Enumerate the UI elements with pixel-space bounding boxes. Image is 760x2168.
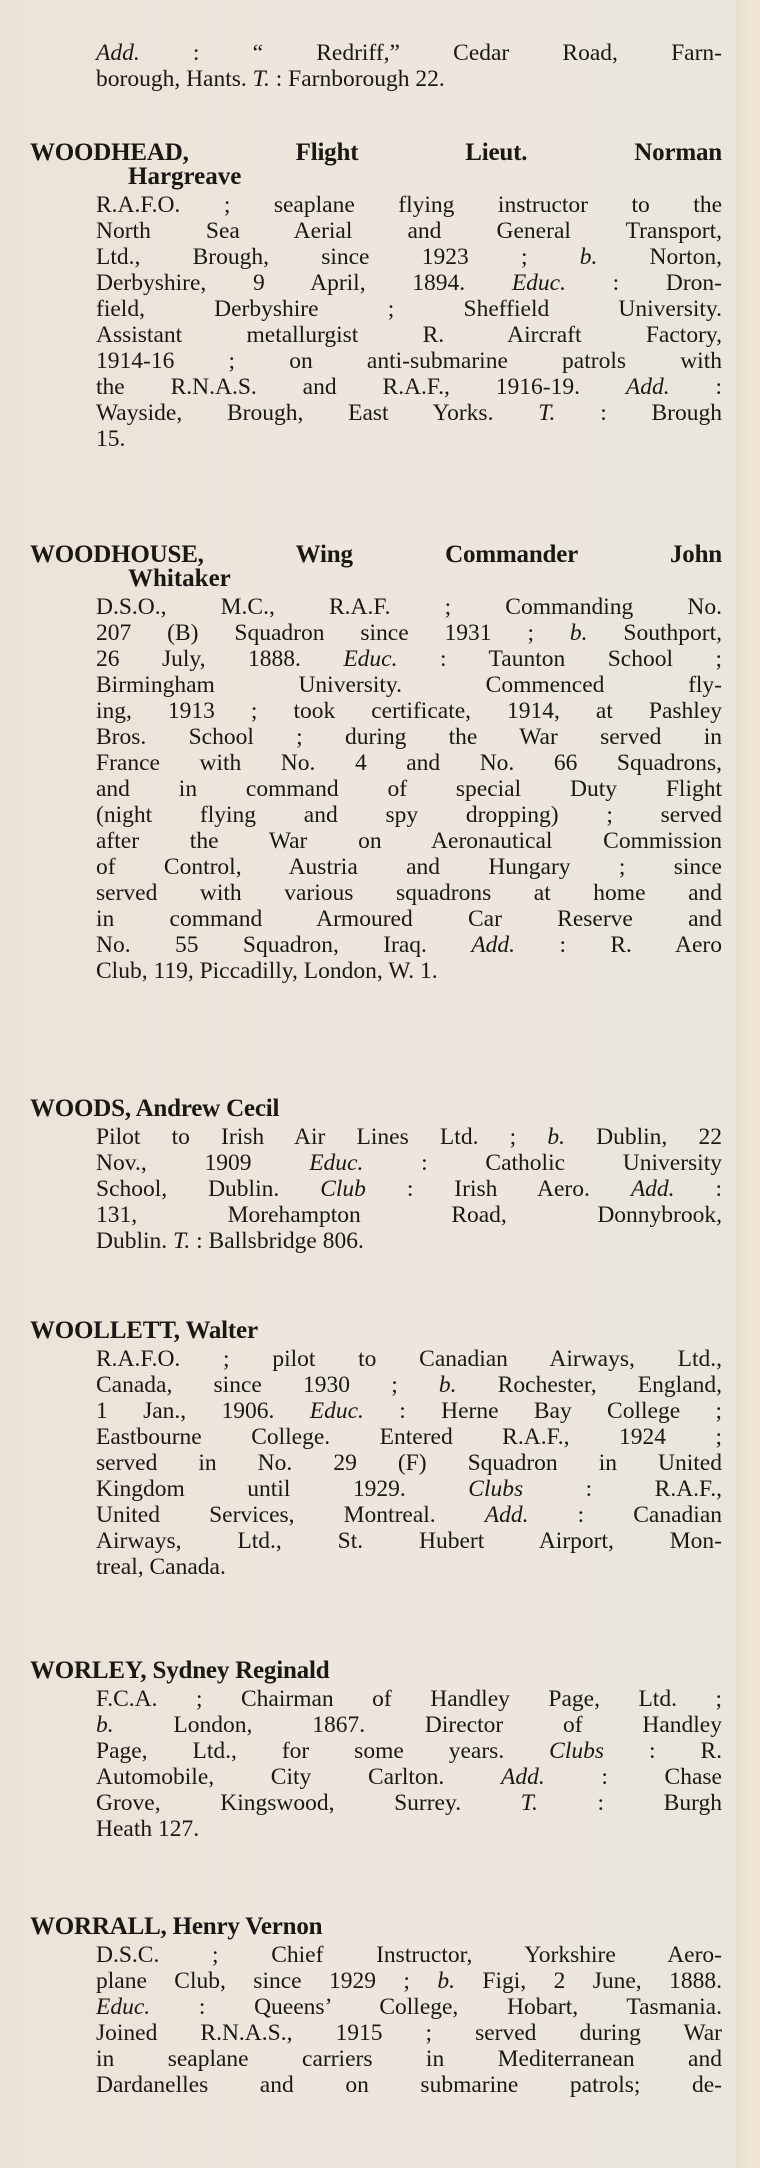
text-run: in command Armoured Car Reserve and [96, 906, 722, 932]
italic-label: Club [320, 1176, 366, 1202]
text-run: : Irish Aero. [365, 1176, 631, 1202]
text-run: France with No. 4 and No. 66 Squadrons, [96, 750, 722, 776]
entry-line [96, 2046, 722, 2072]
text-run: D.S.O., M.C., R.A.F. ; Commanding No. [96, 594, 722, 620]
text-run: : R.A.F., [523, 1476, 722, 1502]
italic-label: T. [520, 1790, 538, 1816]
text-run: Bros. School ; during the War served in [96, 724, 722, 750]
text-run: : Catholic University [363, 1150, 722, 1176]
italic-label: b. [579, 244, 598, 270]
text-run: School, Dublin. [96, 1176, 321, 1202]
entry-line [96, 1502, 722, 1528]
text-run: 1914-16 ; on anti-submarine patrols with [96, 348, 722, 374]
text-run: Club, 119, Piccadilly, London, W. 1. [96, 958, 438, 984]
entry-heading: WOODHOUSE, Wing Commander John [30, 541, 722, 568]
entry-line [96, 2020, 722, 2046]
italic-label: b. [569, 620, 588, 646]
entry-line [96, 1790, 722, 1816]
entry-line [96, 776, 722, 802]
text-run: Norton, [597, 244, 723, 270]
text-run: in seaplane carriers in Mediterranean and [96, 2046, 722, 2072]
text-run: D.S.C. ; Chief Instructor, Yorkshire Aero- [96, 1942, 722, 1968]
entry-heading: WOOLLETT, Walter [30, 1317, 258, 1344]
text-run: borough, Hants. [96, 66, 253, 92]
entry-line [96, 192, 722, 218]
entry-line [96, 66, 722, 92]
entry-line [96, 724, 722, 750]
entry-heading: WORRALL, Henry Vernon [30, 1913, 323, 1940]
text-run: No. 55 Squadron, Iraq. [96, 932, 472, 958]
entry-line [96, 1816, 722, 1842]
text-run: Dardanelles and on submarine patrols; de- [96, 2072, 722, 2098]
text-run: field, Derbyshire ; Sheffield University. [96, 296, 722, 322]
entry-line [96, 958, 722, 984]
italic-label: b. [96, 1712, 114, 1738]
entry-line [96, 296, 722, 322]
italic-label: b. [437, 1968, 455, 1994]
text-run: 15. [96, 426, 126, 452]
text-run: Dublin. [96, 1228, 174, 1254]
entry-line [96, 270, 722, 296]
text-run: Wayside, Brough, East Yorks. [96, 400, 539, 426]
text-run: : “ Redriff,” Cedar Road, Farn- [139, 40, 722, 66]
text-run: Southport, [587, 620, 722, 646]
entry-line [96, 854, 722, 880]
text-run: London, 1867. Director of Handley [113, 1712, 722, 1738]
text-run: Dublin, 22 [564, 1124, 722, 1150]
entry-line [96, 348, 722, 374]
entry-line [96, 620, 722, 646]
italic-label: Add. [484, 1502, 529, 1528]
italic-label: T. [252, 66, 270, 92]
text-run: ing, 1913 ; took certificate, 1914, at Pashley [96, 698, 722, 724]
text-run: of Control, Austria and Hungary ; since [96, 854, 722, 880]
entry-line [96, 1476, 722, 1502]
text-run: : [674, 1176, 723, 1202]
text-run: North Sea Aerial and General Transport, [96, 218, 722, 244]
text-run: (night flying and spy dropping) ; served [96, 802, 722, 828]
text-run: : Ballsbridge 806. [190, 1228, 364, 1254]
text-run: Kingdom until 1929. [96, 1476, 469, 1502]
entry-line [96, 1124, 722, 1150]
text-run: 131, Morehampton Road, Donnybrook, [96, 1202, 722, 1228]
text-run: Assistant metallurgist R. Aircraft Factory, [96, 322, 722, 348]
text-run: Nov., 1909 [96, 1150, 310, 1176]
entry-line [96, 426, 722, 452]
text-run: : Chase [544, 1764, 722, 1790]
text-run: Grove, Kingswood, Surrey. [96, 1790, 521, 1816]
text-run: Ltd., Brough, since 1923 ; [96, 244, 580, 270]
entry-line [96, 594, 722, 620]
text-run: served with various squadrons at home and [96, 880, 722, 906]
text-run: Canada, since 1930 ; [96, 1372, 439, 1398]
text-run: 1 Jan., 1906. [96, 1398, 310, 1424]
entry-line [96, 802, 722, 828]
entry-line [96, 1372, 722, 1398]
text-run: Airways, Ltd., St. Hubert Airport, Mon- [96, 1528, 722, 1554]
entry-line [96, 828, 722, 854]
text-run: : Herne Bay College ; [363, 1398, 722, 1424]
text-run: : Burgh [537, 1790, 722, 1816]
entry-heading-continuation: Whitaker [128, 565, 231, 592]
italic-label: Clubs [468, 1476, 524, 1502]
italic-label: Add. [471, 932, 516, 958]
entry-line [96, 1968, 722, 1994]
entry-line [96, 1228, 722, 1254]
entry-line [96, 932, 722, 958]
text-run: : Taunton School ; [397, 646, 722, 672]
entry-line [96, 1528, 722, 1554]
text-run: : [669, 374, 723, 400]
entry-line [96, 1738, 722, 1764]
text-run: F.C.A. ; Chairman of Handley Page, Ltd. ; [96, 1686, 722, 1712]
italic-label: b. [547, 1124, 565, 1150]
italic-label: Add. [500, 1764, 545, 1790]
text-run: : Queens’ College, Hobart, Tasmania. [150, 1994, 722, 2020]
text-run: Derbyshire, 9 April, 1894. [96, 270, 512, 296]
text-run: after the War on Aeronautical Commission [96, 828, 722, 854]
italic-label: Clubs [549, 1738, 605, 1764]
italic-label: Educ. [511, 270, 566, 296]
italic-label: Add. [625, 374, 670, 400]
text-run: Page, Ltd., for some years. [96, 1738, 550, 1764]
entry-line [96, 1554, 722, 1580]
text-run: Automobile, City Carlton. [96, 1764, 501, 1790]
italic-label: Educ. [96, 1994, 151, 2020]
entry-line [96, 1398, 722, 1424]
text-run: : R. [604, 1738, 722, 1764]
entry-line [96, 880, 722, 906]
entry-line [96, 1450, 722, 1476]
entry-line [96, 750, 722, 776]
italic-label: Educ. [309, 1398, 364, 1424]
text-run: Heath 127. [96, 1816, 200, 1842]
entry-line [96, 218, 722, 244]
text-run: Eastbourne College. Entered R.A.F., 1924 ; [96, 1424, 722, 1450]
entry-line [96, 1942, 722, 1968]
text-run: Figi, 2 June, 1888. [454, 1968, 722, 1994]
entry-heading: WOODHEAD, Flight Lieut. Norman [30, 139, 722, 166]
entry-line [96, 244, 722, 270]
entry-line [96, 400, 722, 426]
italic-label: Educ. [309, 1150, 364, 1176]
entry-line [96, 1712, 722, 1738]
entry-line [96, 1346, 722, 1372]
italic-label: T. [173, 1228, 191, 1254]
text-run: 207 (B) Squadron since 1931 ; [96, 620, 570, 646]
text-run: : R. Aero [515, 932, 722, 958]
entry-line [96, 1764, 722, 1790]
text-run: treal, Canada. [96, 1554, 226, 1580]
entry-line [96, 1202, 722, 1228]
entry-line [96, 906, 722, 932]
text-run: R.A.F.O. ; pilot to Canadian Airways, Ltd., [96, 1346, 722, 1372]
italic-label: b. [438, 1372, 457, 1398]
entry-line [96, 1994, 722, 2020]
entry-line [96, 374, 722, 400]
entry-heading: WORLEY, Sydney Reginald [30, 1657, 330, 1684]
text-run: R.A.F.O. ; seaplane flying instructor to the [96, 192, 722, 218]
entry-line [96, 698, 722, 724]
entry-line [96, 1686, 722, 1712]
text-run: Birmingham University. Commenced fly- [96, 672, 722, 698]
entry-line [96, 1176, 722, 1202]
text-run: : Farnborough 22. [269, 66, 445, 92]
text-run: 26 July, 1888. [96, 646, 344, 672]
text-run: Pilot to Irish Air Lines Ltd. ; [96, 1124, 548, 1150]
text-run: United Services, Montreal. [96, 1502, 485, 1528]
text-run: plane Club, since 1929 ; [96, 1968, 438, 1994]
entry-heading-continuation: Hargreave [128, 163, 242, 190]
text-run: : Brough [555, 400, 723, 426]
text-run: and in command of special Duty Flight [96, 776, 722, 802]
text-run: the R.N.A.S. and R.A.F., 1916-19. [96, 374, 626, 400]
entry-line [96, 322, 722, 348]
entry-line [96, 1424, 722, 1450]
text-run: : Dron- [565, 270, 722, 296]
italic-label: Add. [630, 1176, 675, 1202]
entry-line [96, 1150, 722, 1176]
entry-line [96, 2072, 722, 2098]
italic-label: Educ. [343, 646, 398, 672]
entry-line [96, 672, 722, 698]
text-run: : Canadian [528, 1502, 722, 1528]
italic-label: Add. [96, 40, 140, 66]
italic-label: T. [538, 400, 556, 426]
entry-heading: WOODS, Andrew Cecil [30, 1095, 280, 1122]
text-run: Rochester, England, [456, 1372, 722, 1398]
entry-line [96, 40, 722, 66]
page-edge [736, 0, 760, 2168]
text-run: Joined R.N.A.S., 1915 ; served during War [96, 2020, 722, 2046]
entry-line [96, 646, 722, 672]
text-run: served in No. 29 (F) Squadron in United [96, 1450, 722, 1476]
